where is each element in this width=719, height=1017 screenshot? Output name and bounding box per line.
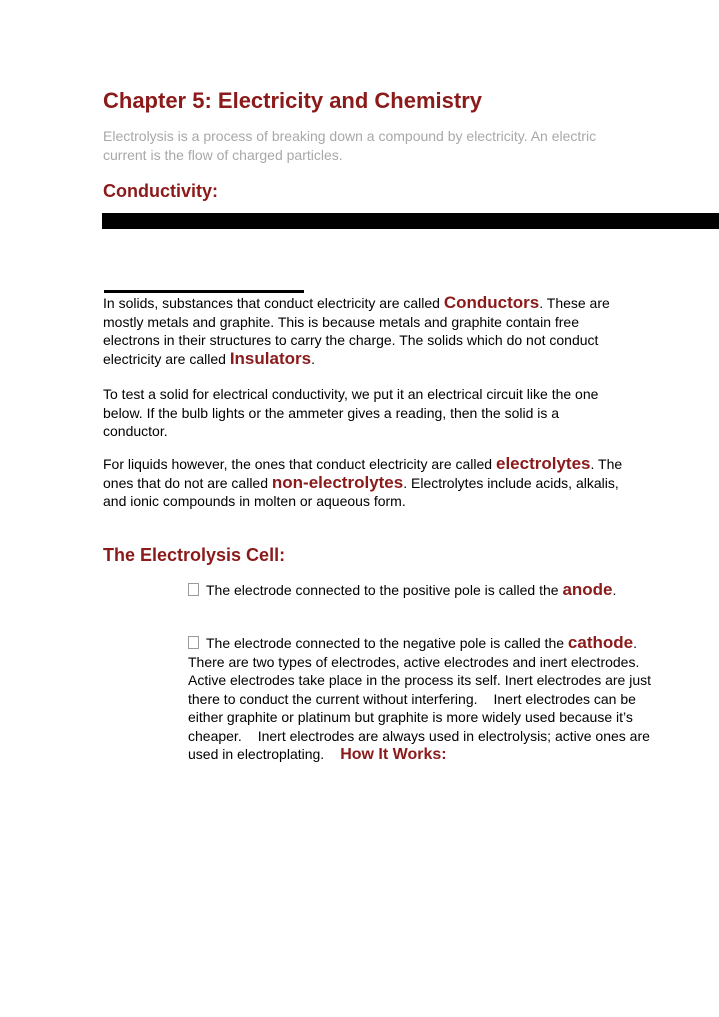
bullet2-text-c: There are two types of electrodes, active electrodes and inert electrodes. Active electrodes take place in the process its self. Inert electrodes are just there to conduct the current without interfering. [188,653,652,707]
term-electrolytes: electrolytes [495,454,591,473]
black-divider-bar [102,213,719,229]
bullet-cathode [146,634,658,765]
bullet2-text-d: Inert electrodes can be either graphite or platinum but graphite is more widely used because it’s cheaper. [188,690,636,744]
term-anode: anode [562,580,613,599]
conductors-paragraph [103,294,623,368]
term-cathode: cathode [567,633,634,652]
p3-text-b: . The ones that do not are called [103,456,623,491]
term-insulators: Insulators [229,348,312,368]
p1-text-b: . These are mostly metals and graphite. This is because metals and graphite contain free electrons in their structures to carry the charge. The solids which do not conduct electricity are called [103,295,610,367]
term-conductors: Conductors [443,293,540,312]
bullet2-text-e: Inert electrodes are always used in electrolysis; active ones are used in electroplating. [188,727,650,762]
how-it-works-heading: How It Works: [340,746,447,763]
p3-text-a: For liquids however, the ones that conduct electricity are called [103,456,496,472]
bullet2-text-a: The electrode connected to the negative pole is called the [206,635,568,651]
bullet2-text-b: . [633,635,637,651]
conductivity-heading: Conductivity: [103,181,218,201]
bullet-box-icon [188,636,199,649]
electrolytes-paragraph [103,455,623,511]
electrolysis-cell-heading: The Electrolysis Cell: [103,545,286,565]
bullet-box-icon [188,583,199,596]
conductivity-test-paragraph: To test a solid for electrical conductivity, we put it an electrical circuit like the one below. If the bulb lights or the ammeter gives a reading, then the solid is a conductor. [103,386,599,439]
p1-text-c: . [311,350,315,367]
term-non-electrolytes: non-electrolytes [271,472,404,492]
bullet-anode [146,581,658,600]
bullet1-text-a: The electrode connected to the positive pole is called the [206,582,563,598]
p1-text-a: In solids, substances that conduct electricity are called [103,295,444,311]
short-rule-divider [104,290,304,293]
chapter-title: Chapter 5: Electricity and Chemistry [103,88,483,113]
bullet1-text-b: . [612,582,617,598]
p3-text-c: . Electrolytes include acids, alkalis, and ionic compounds in molten or aqueous form. [103,474,619,509]
intro-paragraph: Electrolysis is a process of breaking down a compound by electricity. An electric current is the flow of charged particles. [103,128,597,163]
